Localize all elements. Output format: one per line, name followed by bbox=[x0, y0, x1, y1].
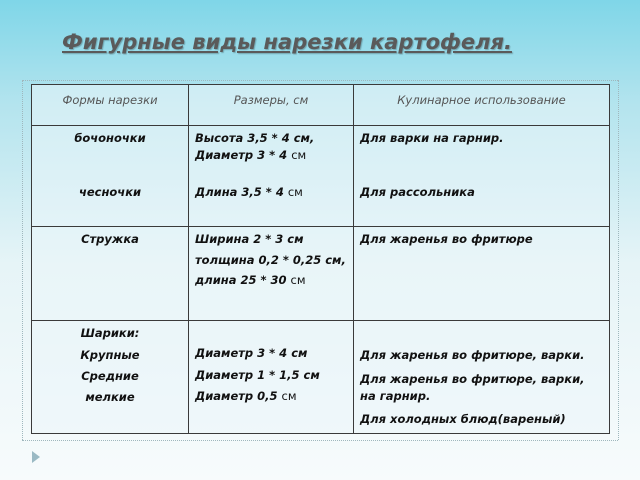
right-divider bbox=[618, 80, 619, 440]
size-line: Диаметр 3 * 4 см bbox=[195, 346, 308, 361]
size-line: Диаметр 3 * 4 см bbox=[195, 148, 307, 163]
column-header: Формы нарезки bbox=[32, 85, 189, 126]
potato-cuts-table bbox=[31, 84, 610, 434]
size-line: Ширина 2 * 3 см bbox=[195, 232, 304, 247]
usage-cell: Для жаренья во фритюре bbox=[354, 227, 610, 321]
header-row bbox=[32, 85, 610, 126]
size-line: Высота 3,5 * 4 см, bbox=[195, 130, 315, 145]
column-header: Кулинарное использование bbox=[354, 85, 610, 126]
form-cell: чесночки bbox=[78, 184, 142, 199]
form-line: Крупные bbox=[80, 347, 140, 362]
usage-line: Для жаренья во фритюре, варки. bbox=[360, 348, 585, 363]
bottom-divider bbox=[22, 440, 618, 441]
form-line: мелкие bbox=[85, 390, 135, 405]
size-line: Диаметр 0,5 см bbox=[195, 388, 297, 403]
size-line: Диаметр 1 * 1,5 см bbox=[195, 367, 320, 382]
size-cell bbox=[189, 227, 354, 321]
page-title: Фигурные виды нарезки картофеля. bbox=[62, 30, 512, 54]
form-line: Шарики: bbox=[80, 326, 140, 341]
size-line: толщина 0,2 * 0,25 см, bbox=[195, 252, 346, 267]
usage-line: Для жаренья во фритюре, варки, на гарнир. bbox=[360, 371, 585, 403]
usage-line: Для холодных блюд(вареный) bbox=[360, 412, 566, 427]
table-row bbox=[32, 321, 610, 434]
size-line: Длина 3,5 * 4 см bbox=[195, 184, 303, 199]
size-line: длина 25 * 30 см bbox=[195, 272, 306, 287]
usage-cell: Для варки на гарнир. bbox=[360, 130, 504, 145]
form-cell: Стружка bbox=[32, 227, 189, 321]
left-divider bbox=[22, 80, 23, 440]
form-cell: бочоночки bbox=[74, 130, 146, 145]
usage-cell bbox=[354, 321, 610, 434]
table-row bbox=[32, 227, 610, 321]
size-cell bbox=[189, 321, 354, 434]
form-cell bbox=[32, 321, 189, 434]
usage-cell: Для рассольника bbox=[360, 184, 475, 199]
column-header: Размеры, см bbox=[189, 85, 354, 126]
top-divider bbox=[22, 80, 618, 81]
form-line: Средние bbox=[81, 368, 139, 383]
size-cell bbox=[189, 178, 353, 224]
table-row bbox=[32, 125, 610, 226]
next-slide-arrow-icon[interactable] bbox=[32, 451, 40, 463]
size-cell bbox=[189, 126, 353, 178]
